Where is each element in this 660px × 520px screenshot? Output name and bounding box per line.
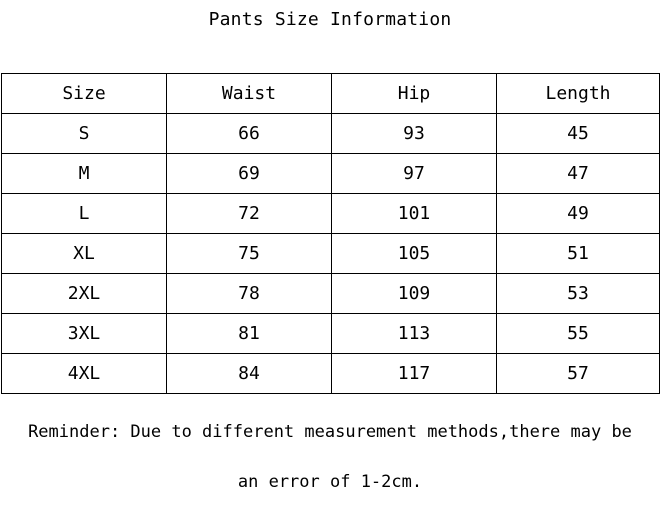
page-title: Pants Size Information [208, 9, 452, 30]
cell-hip: 101 [332, 194, 497, 234]
cell-waist: 78 [167, 274, 332, 314]
cell-size: M [2, 154, 167, 194]
cell-waist: 84 [167, 354, 332, 394]
table-row [2, 354, 660, 394]
table-row [2, 314, 660, 354]
cell-size: 3XL [2, 314, 167, 354]
cell-size: 2XL [2, 274, 167, 314]
size-table [1, 73, 660, 394]
table-row [2, 154, 660, 194]
cell-waist: 69 [167, 154, 332, 194]
table-row [2, 194, 660, 234]
header-size: Size [2, 74, 167, 114]
cell-hip: 109 [332, 274, 497, 314]
reminder-line-2: an error of 1-2cm. [237, 472, 423, 492]
cell-size: XL [2, 234, 167, 274]
cell-length: 47 [497, 154, 660, 194]
reminder-line-1: Reminder: Due to different measurement methods,there may be [28, 422, 632, 442]
cell-length: 57 [497, 354, 660, 394]
cell-waist: 66 [167, 114, 332, 154]
cell-length: 45 [497, 114, 660, 154]
header-waist: Waist [167, 74, 332, 114]
cell-hip: 117 [332, 354, 497, 394]
table-header-row [2, 74, 660, 114]
cell-hip: 93 [332, 114, 497, 154]
cell-size: L [2, 194, 167, 234]
cell-hip: 113 [332, 314, 497, 354]
cell-length: 55 [497, 314, 660, 354]
table-row [2, 274, 660, 314]
table-row [2, 234, 660, 274]
header-hip: Hip [332, 74, 497, 114]
cell-waist: 81 [167, 314, 332, 354]
cell-length: 53 [497, 274, 660, 314]
cell-waist: 75 [167, 234, 332, 274]
cell-length: 49 [497, 194, 660, 234]
cell-size: S [2, 114, 167, 154]
reminder-note [0, 395, 660, 520]
header-length: Length [497, 74, 660, 114]
cell-waist: 72 [167, 194, 332, 234]
cell-size: 4XL [2, 354, 167, 394]
table-row [2, 114, 660, 154]
cell-hip: 97 [332, 154, 497, 194]
cell-hip: 105 [332, 234, 497, 274]
cell-length: 51 [497, 234, 660, 274]
